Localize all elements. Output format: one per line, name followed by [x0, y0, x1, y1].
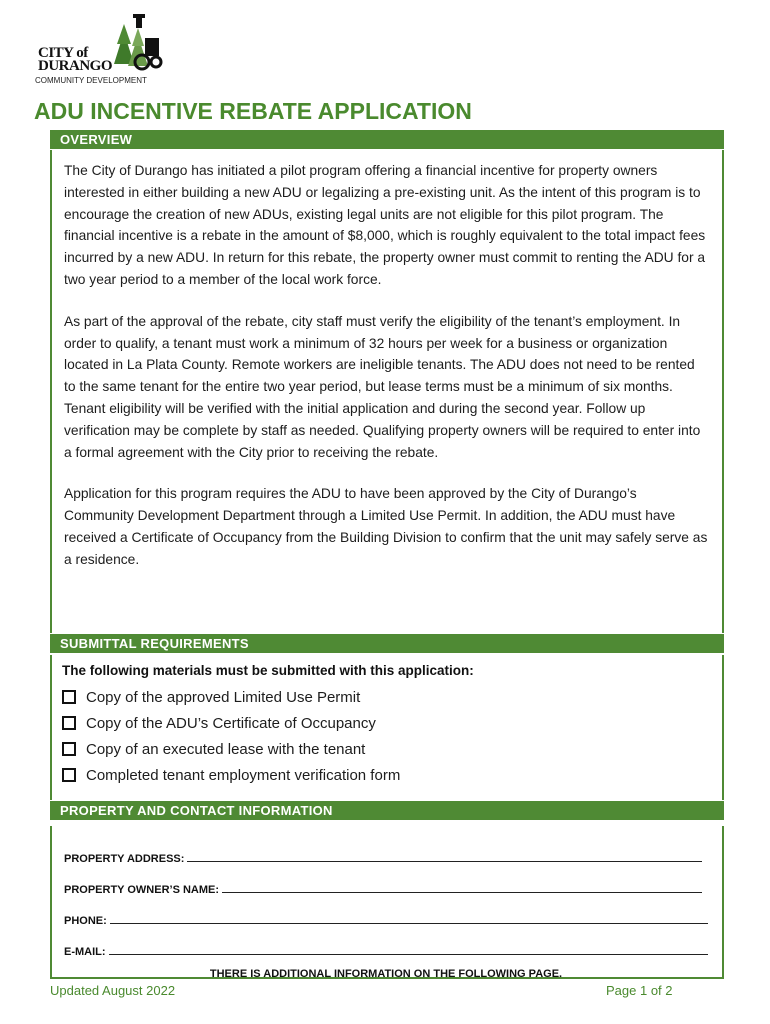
checklist-item	[62, 736, 712, 762]
phone-field[interactable]	[110, 922, 708, 924]
city-logo	[34, 14, 164, 86]
updated-date: Updated August 2022	[50, 983, 176, 998]
checklist-label: Copy of an executed lease with the tenant	[86, 740, 366, 758]
overview-paragraph: As part of the approval of the rebate, city staff must verify the eligibility of the tenant’s employment. In order to qualify, a tenant must work a minimum of 32 hours per week for a business or organization located in La Plata County. Remote workers are ineligible tenants. The ADU does not need to be rented to the same tenant for the entire two year period, but lease terms must be a minimum of six months. Tenant eligibility will be verified with the initial application and during the second year. Follow up verification may be complete by staff as needed. Qualifying property owners will be required to enter into a formal agreement with the City prior to receiving the rebate.	[64, 313, 701, 460]
checklist-label: Copy of the ADU’s Certificate of Occupancy	[86, 714, 376, 732]
page-title: ADU INCENTIVE REBATE APPLICATION	[34, 98, 472, 124]
submittal-heading: SUBMITTAL REQUIREMENTS	[50, 634, 724, 653]
overview-section	[50, 150, 724, 633]
property-address-label: PROPERTY ADDRESS:	[64, 853, 185, 865]
overview-heading: OVERVIEW	[50, 130, 724, 149]
property-address-row	[64, 834, 708, 865]
following-page-notice: THERE IS ADDITIONAL INFORMATION ON THE FOLLOWING PAGE.	[209, 968, 563, 980]
submittal-intro: The following materials must be submitted with this application:	[62, 663, 474, 678]
logo-durango: DURANGO	[38, 58, 112, 74]
property-section	[50, 826, 724, 979]
email-field[interactable]	[109, 953, 708, 955]
property-heading: PROPERTY AND CONTACT INFORMATION	[50, 801, 724, 820]
owner-name-label: PROPERTY OWNER’S NAME:	[64, 884, 220, 896]
owner-name-row	[64, 865, 708, 896]
submittal-section	[50, 655, 724, 800]
phone-row	[64, 896, 708, 927]
checkbox[interactable]	[62, 742, 76, 756]
logo-community-development: COMMUNITY DEVELOPMENT	[35, 76, 147, 85]
overview-paragraph: The City of Durango has initiated a pilot program offering a financial incentive for property owners interested in either building a new ADU or legalizing a pre-existing unit. As the intent of this program is to encourage the creation of new ADUs, existing legal units are not eligible for this pilot program. The financial incentive is a rebate in the amount of $8,000, which is roughly equivalent to the total impact fees incurred by a new ADU. In return for this rebate, the property owner must commit to renting the ADU for a two year period to a member of the local work force.	[64, 163, 706, 287]
property-address-field[interactable]	[187, 860, 702, 862]
checkbox[interactable]	[62, 768, 76, 782]
checklist-item	[62, 762, 712, 788]
email-row	[64, 927, 708, 958]
checkbox[interactable]	[62, 716, 76, 730]
checklist-label: Completed tenant employment verification form	[86, 766, 401, 784]
checkbox[interactable]	[62, 690, 76, 704]
email-label: E-MAIL:	[64, 946, 106, 958]
checklist-label: Copy of the approved Limited Use Permit	[86, 688, 361, 706]
page-number: Page 1 of 2	[606, 983, 673, 998]
owner-name-field[interactable]	[222, 891, 702, 893]
overview-paragraph: Application for this program requires the ADU to have been approved by the City of Durango’s Community Development Department through a Limited Use Permit. In addition, the ADU must have received a Certificate of Occupancy from the Building Division to confirm that the unit may safely serve as a residence.	[64, 486, 708, 567]
checklist-item	[62, 710, 712, 736]
checklist-item	[62, 684, 712, 710]
phone-label: PHONE:	[64, 915, 107, 927]
logo-city-of: CITY of	[38, 45, 88, 61]
